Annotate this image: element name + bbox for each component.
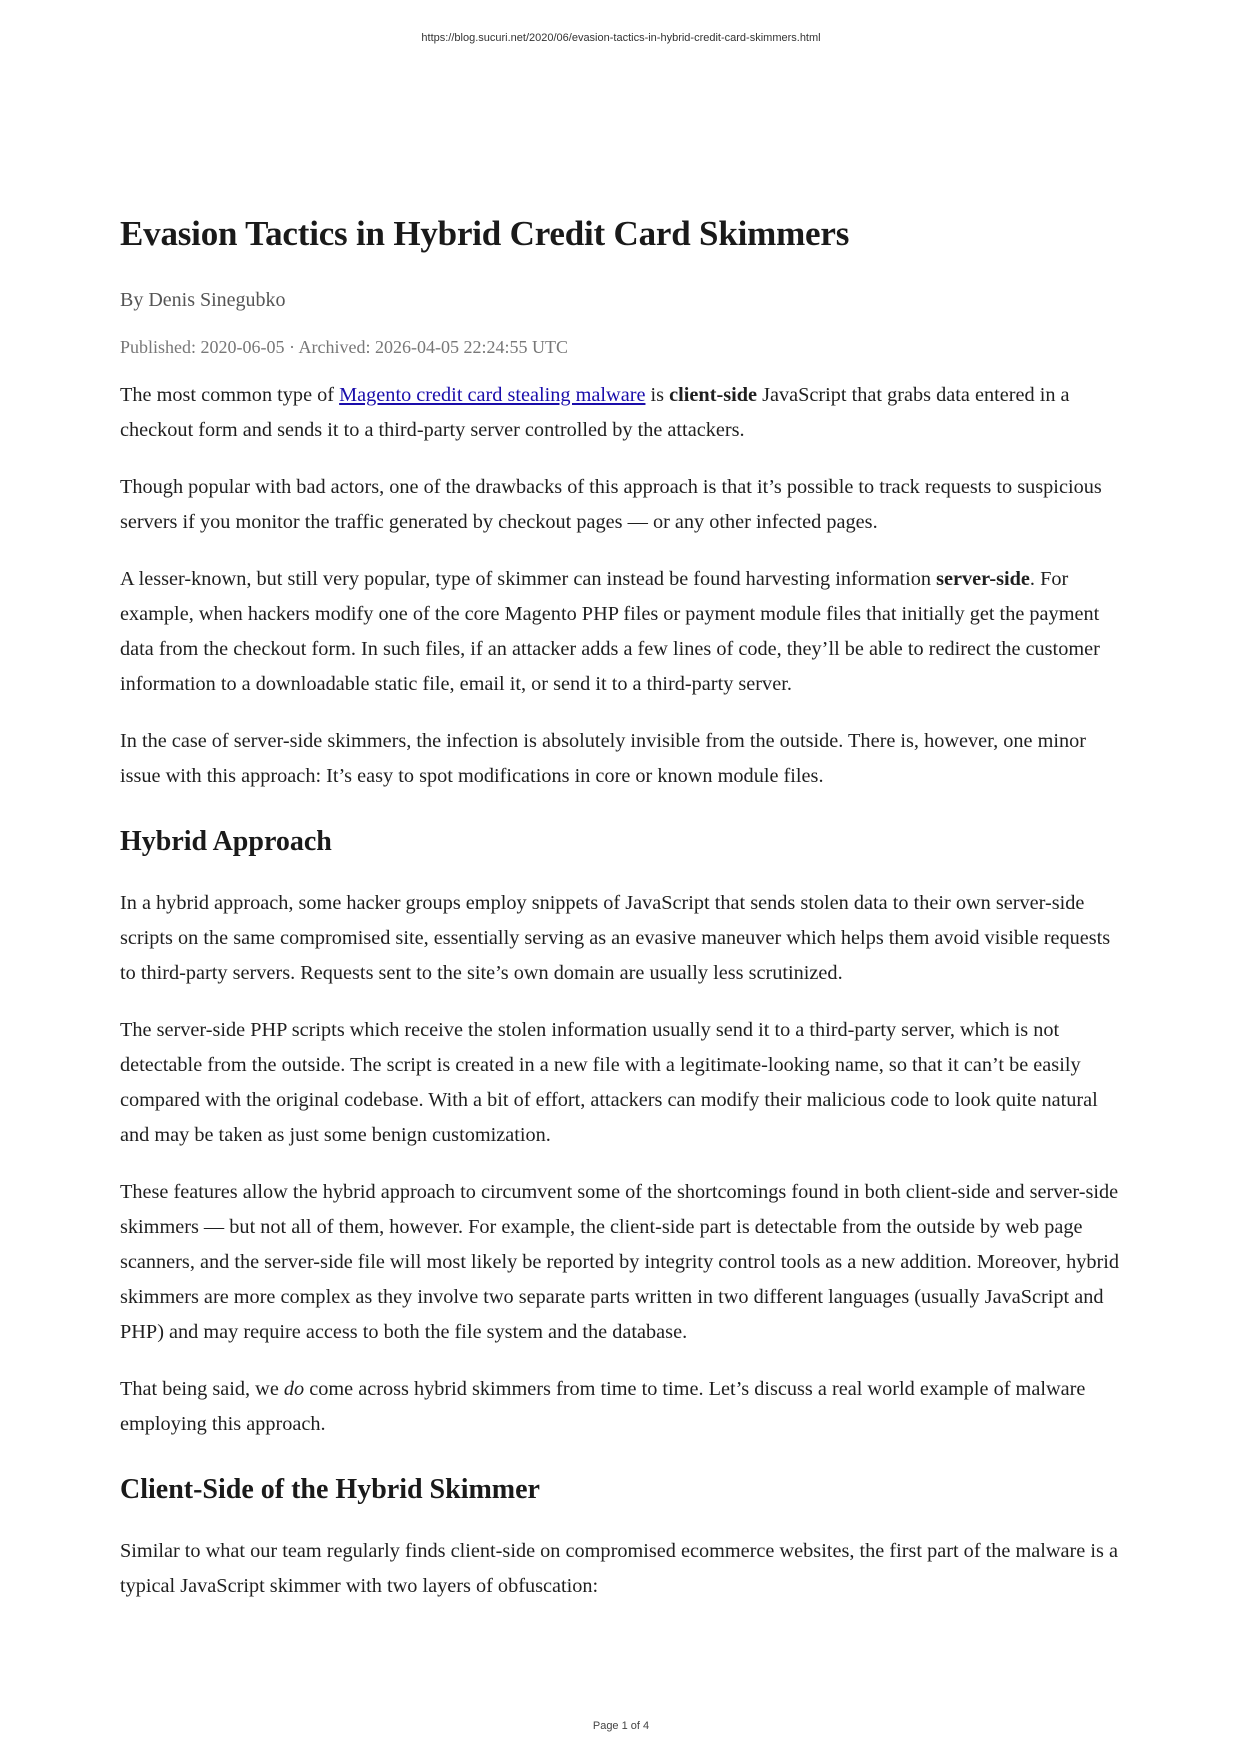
bold-server-side: server-side (936, 568, 1030, 590)
paragraph-hybrid: In a hybrid approach, some hacker groups employ snippets of JavaScript that sends stolen data to their own server-side scripts on the same compromised site, essentially serving as an evasive maneuver which helps them avoid visible requests to third-party servers. Requests sent to the site’s own domain are usually less scrutinized. (120, 892, 1111, 984)
text: is (645, 384, 670, 406)
paragraph-drawbacks: Though popular with bad actors, one of the drawbacks of this approach is that it’s possible to track requests to suspicious servers if you monitor the traffic generated by checkout pages — or any other infected pages. (120, 476, 1102, 533)
italic-do: do (283, 1378, 305, 1400)
paragraph-invisible: In the case of server-side skimmers, the infection is absolutely invisible from the outside. There is, however, one minor issue with this approach: It’s easy to spot modifications in core or known module files. (120, 730, 1087, 787)
article-title: Evasion Tactics in Hybrid Credit Card Skimmers (120, 214, 850, 253)
text: A lesser-known, but still very popular, type of skimmer can instead be found harvesting information (120, 568, 937, 590)
paragraph-features: These features allow the hybrid approach to circumvent some of the shortcomings found in both client-side and server-side skimmers — but not all of them, however. For example, the client-side part is detectable from the outside by web page scanners, and the server-side file will most likely be reported by integrity control tools as a new addition. Moreover, hybrid skimmers are more complex as they involve two separate parts written in two different languages (usually JavaScript and PHP) and may require access to both the file system and the database. (120, 1181, 1120, 1343)
article-meta: Published: 2020-06-05 · Archived: 2026-04-05 22:24:55 UTC (120, 337, 568, 357)
magento-malware-link[interactable]: Magento credit card stealing malware (339, 384, 646, 406)
page-url-header: https://blog.sucuri.net/2020/06/evasion-tactics-in-hybrid-credit-card-skimmers.html (421, 32, 821, 44)
paragraph-php-scripts: The server-side PHP scripts which receive the stolen information usually send it to a third-party server, which is not detectable from the outside. The script is created in a new file with a legitimate-looking name, so that it can’t be easily compared with the original codebase. With a bit of effort, attackers can modify their malicious code to look quite natural and may be taken as just some benign customization. (120, 1019, 1098, 1146)
paragraph-real-world (120, 1372, 1130, 1442)
paragraph-server-side (120, 562, 1130, 702)
paragraph-intro (120, 378, 1130, 448)
text: That being said, we (120, 1378, 284, 1400)
text: The most common type of (120, 384, 340, 406)
bold-client-side: client-side (669, 384, 758, 406)
article-byline: By Denis Sinegubko (120, 289, 286, 311)
text: . For example, when hackers modify one of the core Magento PHP files or payment module files that initially get the payment data from the checkout form. In such files, if an attacker adds a few lines of code, they’ll be able to redirect the customer information to a downloadable static file, email it, or send it to a third-party server. (120, 568, 1100, 695)
text: JavaScript that grabs data entered in a checkout form and sends it to a third-party server controlled by the attackers. (120, 384, 1070, 441)
text: come across hybrid skimmers from time to time. Let’s discuss a real world example of malware employing this approach. (120, 1378, 1086, 1435)
page-number: Page 1 of 4 (592, 1720, 650, 1732)
article (120, 212, 1130, 1604)
paragraph-client-side: Similar to what our team regularly finds client-side on compromised ecommerce websites, the first part of the malware is a typical JavaScript skimmer with two layers of obfuscation: (120, 1540, 1118, 1597)
heading-hybrid-approach: Hybrid Approach (120, 826, 332, 857)
heading-client-side: Client-Side of the Hybrid Skimmer (120, 1474, 540, 1505)
